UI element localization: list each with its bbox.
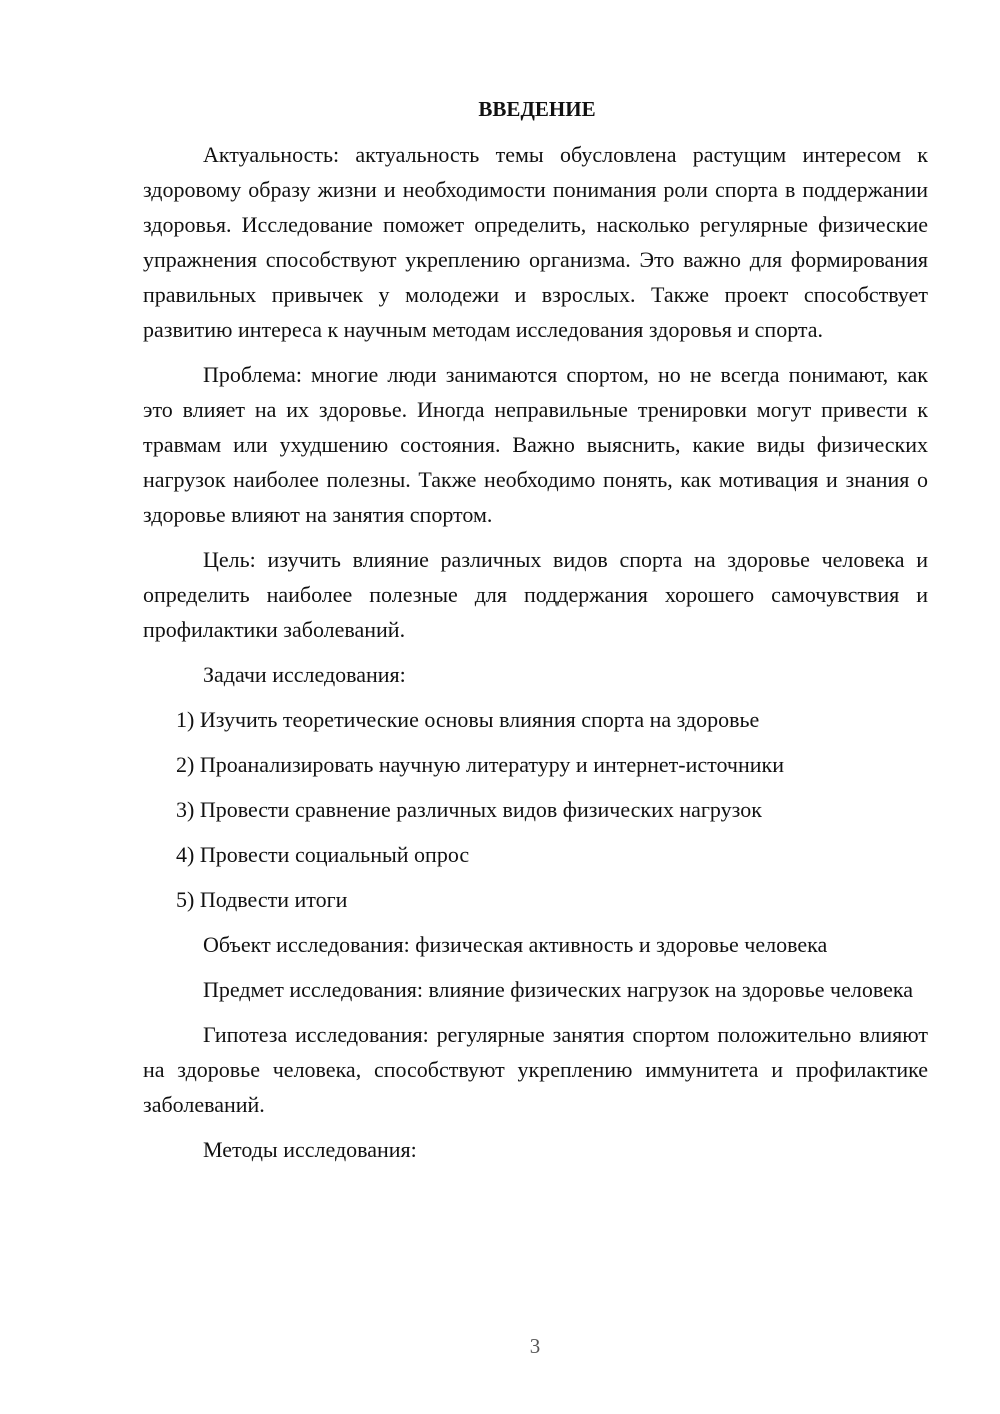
paragraph-goal: Цель: изучить влияние различных видов спорта на здоровье человека и определить наиболее полезные для поддержания хорошего самочувствия и профилактики заболеваний. [143,547,928,642]
list-item: 3) Провести сравнение различных видов физических нагрузок [176,797,762,822]
paragraph-object: Объект исследования: физическая активность и здоровье человека [203,932,828,957]
tasks-heading: Задачи исследования: [203,662,406,687]
paragraph-hypothesis: Гипотеза исследования: регулярные занятия спортом положительно влияют на здоровье человека, способствуют укреплению иммунитета и профилактике заболеваний. [143,1022,928,1117]
tasks-list [143,702,928,917]
paragraph-methods: Методы исследования: [203,1137,417,1162]
paragraph-subject: Предмет исследования: влияние физических нагрузок на здоровье человека [203,977,914,1002]
page-number: 3 [529,1334,541,1358]
paragraph-relevance: Актуальность: актуальность темы обусловлена растущим интересом к здоровому образу жизни и необходимости понимания роли спорта в поддержании здоровья. Исследование поможет определить, насколько регулярные физические упражнения способствуют укреплению организма. Это важно для формирования правильных привычек у молодежи и взрослых. Также проект способствует развитию интереса к научным методам исследования здоровья и спорта. [143,142,928,342]
list-item: 5) Подвести итоги [176,887,348,912]
list-item: 1) Изучить теоретические основы влияния спорта на здоровье [176,707,760,732]
list-item: 2) Проанализировать научную литературу и интернет-источники [176,752,784,777]
paragraph-problem: Проблема: многие люди занимаются спортом, но не всегда понимают, как это влияет на их здоровье. Иногда неправильные тренировки могут привести к травмам или ухудшению состояния. Важно выяснить, какие виды физических нагрузок наиболее полезны. Также необходимо понять, как мотивация и знания о здоровье влияют на занятия спортом. [143,362,928,527]
section-title: ВВЕДЕНИЕ [478,97,596,121]
list-item: 4) Провести социальный опрос [176,842,470,867]
document-page [143,92,928,1167]
